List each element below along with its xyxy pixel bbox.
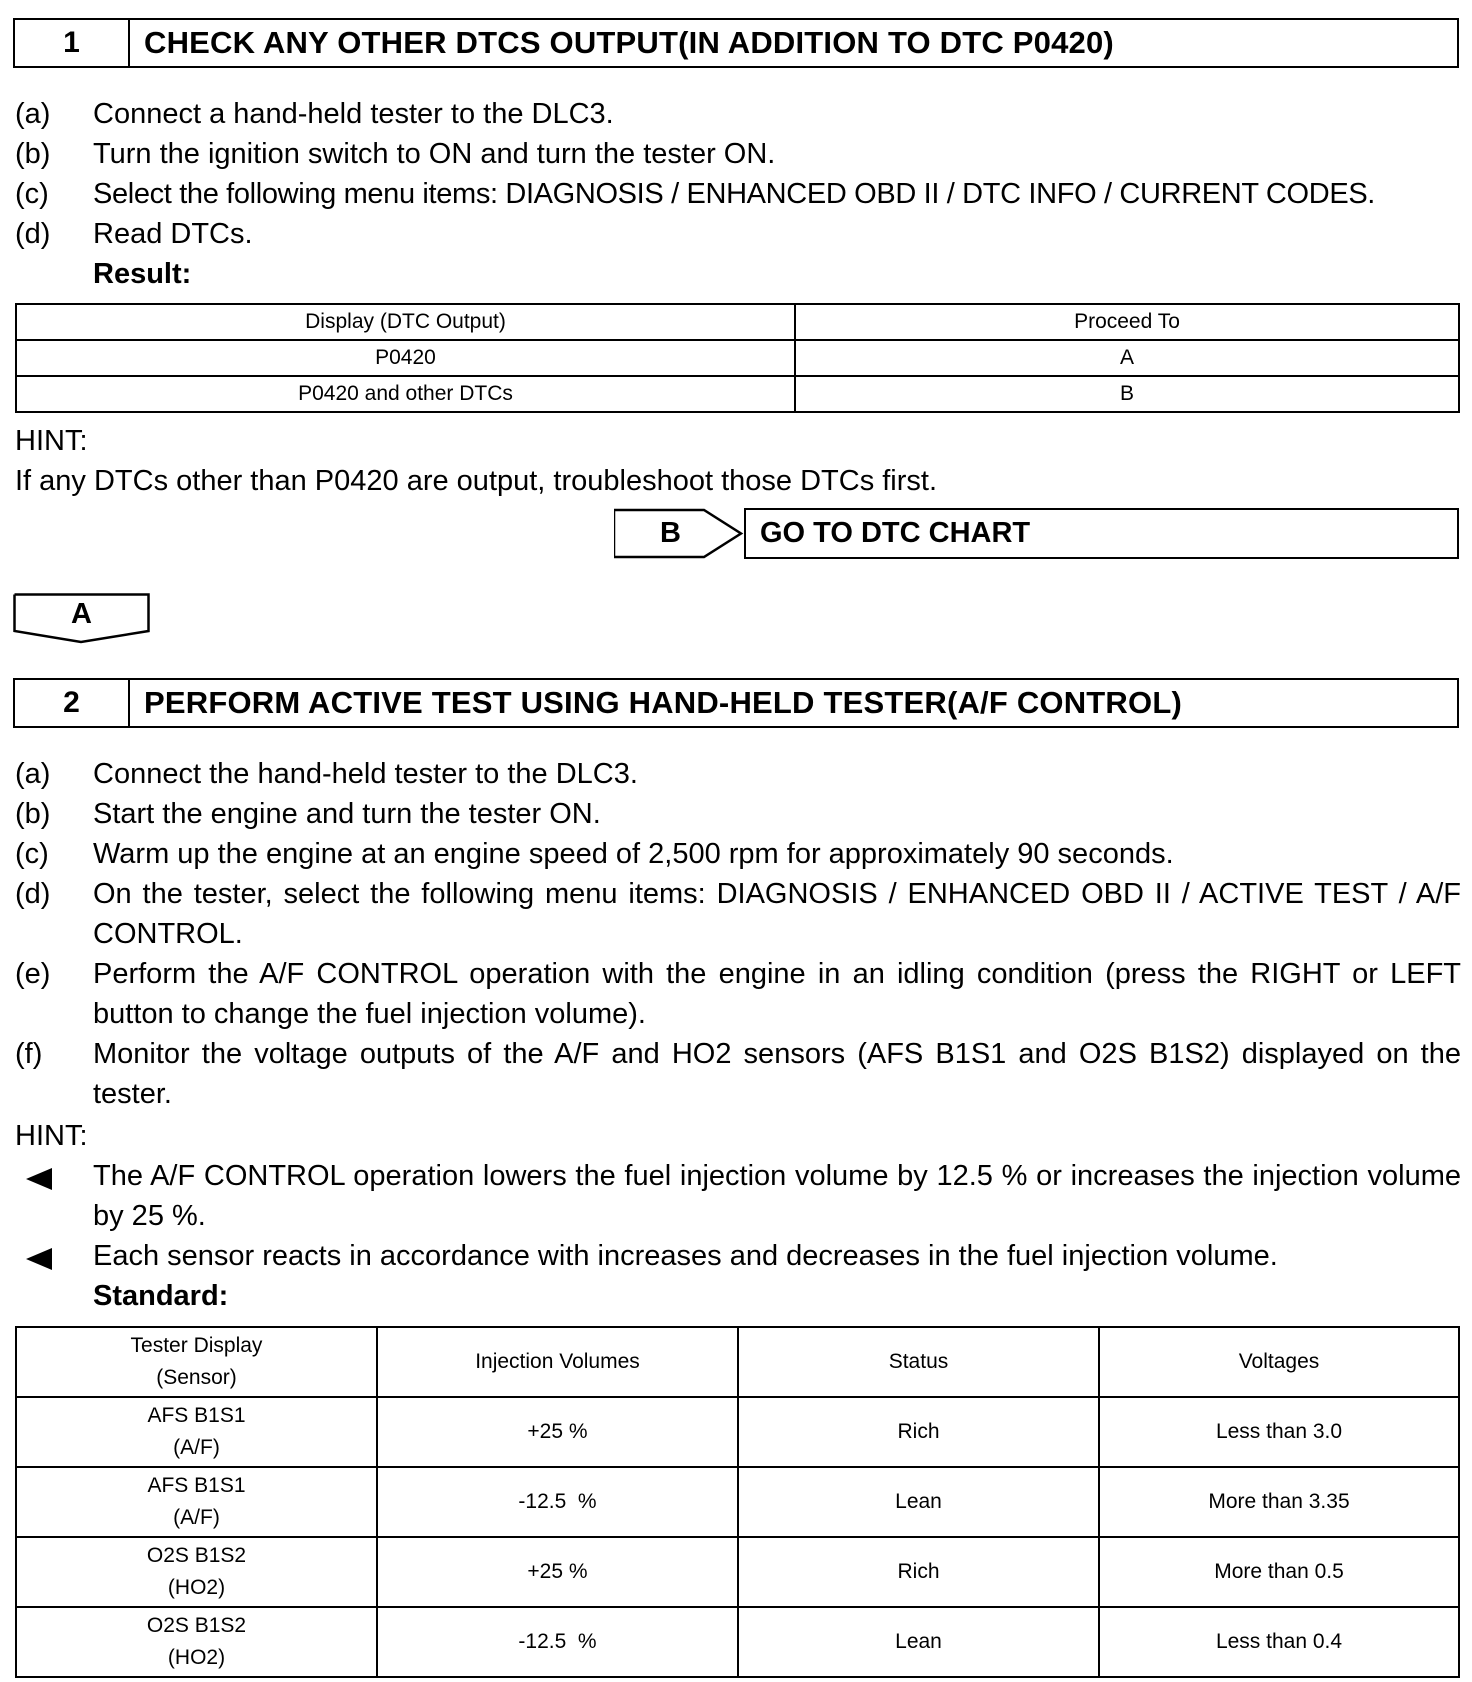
instruction-text: Monitor the voltage outputs of the A/F and HO2 sensors (AFS B1S1 and O2S B1S2) displayed on the tester. bbox=[93, 1038, 1461, 1110]
branch-b bbox=[614, 508, 1459, 559]
instruction-text: Perform the A/F CONTROL operation with the engine in an idling condition (press the RIGHT or LEFT button to change the fuel injection volume). bbox=[93, 958, 1461, 1030]
branch-a bbox=[13, 593, 150, 644]
instruction-item bbox=[15, 954, 1461, 1034]
table-cell bbox=[16, 1397, 377, 1467]
table-row bbox=[16, 376, 1459, 412]
instruction-label: (b) bbox=[15, 798, 51, 830]
hint-label: HINT: bbox=[15, 425, 88, 457]
standard-label: Standard: bbox=[93, 1280, 229, 1312]
cell-line: (A/F) bbox=[173, 1436, 220, 1459]
table-cell: -12.5 % bbox=[377, 1467, 738, 1537]
cell-line: O2S B1S2 bbox=[146, 1614, 247, 1637]
table-cell: Less than 3.0 bbox=[1099, 1397, 1459, 1467]
instruction-text: On the tester, select the following menu items: DIAGNOSIS / ENHANCED OBD II / ACTIVE TEST / A/F CONTROL. bbox=[93, 878, 1461, 950]
table-header: Injection Volumes bbox=[377, 1327, 738, 1397]
table-cell: B bbox=[795, 376, 1459, 412]
instruction-item bbox=[15, 834, 1461, 874]
step-1-header bbox=[13, 18, 1459, 68]
instruction-item bbox=[15, 874, 1461, 954]
instruction-item bbox=[15, 94, 1461, 134]
bullet-arrow-icon bbox=[15, 1236, 93, 1276]
instruction-item bbox=[15, 174, 1461, 214]
cell-line: (HO2) bbox=[167, 1646, 226, 1669]
instruction-text: Warm up the engine at an engine speed of 2,500 rpm for approximately 90 seconds. bbox=[93, 838, 1174, 870]
instruction-label: (c) bbox=[15, 178, 49, 210]
table-cell: More than 3.35 bbox=[1099, 1467, 1459, 1537]
instruction-item bbox=[15, 794, 1461, 834]
instruction-text: Connect a hand-held tester to the DLC3. bbox=[93, 98, 614, 130]
table-row bbox=[16, 1537, 1459, 1607]
instruction-item bbox=[15, 134, 1461, 174]
table-cell: P0420 and other DTCs bbox=[16, 376, 795, 412]
table-header: Display (DTC Output) bbox=[16, 304, 795, 340]
instruction-label: (e) bbox=[15, 958, 51, 990]
step-title: PERFORM ACTIVE TEST USING HAND-HELD TESTER(A/F CONTROL) bbox=[144, 685, 1182, 720]
bullet-arrow-icon bbox=[15, 1156, 93, 1236]
instruction-text: Start the engine and turn the tester ON. bbox=[93, 798, 601, 830]
table-cell bbox=[16, 1467, 377, 1537]
table-row bbox=[16, 1607, 1459, 1677]
table-cell: -12.5 % bbox=[377, 1607, 738, 1677]
instruction-label: (a) bbox=[15, 758, 51, 790]
branch-b-label: B bbox=[660, 517, 681, 549]
table-header: Voltages bbox=[1099, 1327, 1459, 1397]
instruction-text: Read DTCs. bbox=[93, 218, 253, 250]
hint-item bbox=[15, 1156, 1461, 1236]
step-2-header bbox=[13, 678, 1459, 728]
instruction-label: (a) bbox=[15, 98, 51, 130]
instruction-label: (d) bbox=[15, 878, 51, 910]
step-2-instructions bbox=[15, 754, 1461, 1114]
hint-text: If any DTCs other than P0420 are output, troubleshoot those DTCs first. bbox=[15, 465, 938, 497]
result-table bbox=[15, 303, 1460, 413]
hint-item bbox=[15, 1236, 1461, 1276]
table-row bbox=[16, 1467, 1459, 1537]
hint-text: Each sensor reacts in accordance with increases and decreases in the fuel injection volume. bbox=[93, 1240, 1278, 1272]
instruction-item bbox=[15, 754, 1461, 794]
step-1-instructions bbox=[15, 94, 1461, 254]
instruction-label: (f) bbox=[15, 1038, 43, 1070]
instruction-label: (b) bbox=[15, 138, 51, 170]
instruction-text: Connect the hand-held tester to the DLC3. bbox=[93, 758, 638, 790]
table-cell: A bbox=[795, 340, 1459, 376]
hint-label: HINT: bbox=[15, 1120, 88, 1152]
table-header: Proceed To bbox=[795, 304, 1459, 340]
table-header-row bbox=[16, 1327, 1459, 1397]
table-cell: Lean bbox=[738, 1607, 1099, 1677]
instruction-text: Turn the ignition switch to ON and turn the tester ON. bbox=[93, 138, 776, 170]
table-row bbox=[16, 340, 1459, 376]
header-line: Tester Display bbox=[130, 1334, 263, 1357]
header-line: (Sensor) bbox=[156, 1366, 237, 1389]
instruction-label: (d) bbox=[15, 218, 51, 250]
standard-table bbox=[15, 1326, 1460, 1678]
table-header bbox=[16, 1327, 377, 1397]
table-cell: P0420 bbox=[16, 340, 795, 376]
instruction-item bbox=[15, 1034, 1461, 1114]
cell-line: (A/F) bbox=[173, 1506, 220, 1529]
table-cell: +25 % bbox=[377, 1397, 738, 1467]
table-row bbox=[16, 1397, 1459, 1467]
cell-line: (HO2) bbox=[167, 1576, 226, 1599]
result-label: Result: bbox=[93, 258, 192, 290]
instruction-label: (c) bbox=[15, 838, 49, 870]
step-number: 2 bbox=[15, 680, 130, 726]
table-header-row bbox=[16, 304, 1459, 340]
hint-list bbox=[15, 1156, 1461, 1276]
instruction-text: Select the following menu items: DIAGNOSIS / ENHANCED OBD II / DTC INFO / CURRENT CODES. bbox=[93, 178, 1376, 210]
cell-line: AFS B1S1 bbox=[147, 1474, 246, 1497]
table-cell: Lean bbox=[738, 1467, 1099, 1537]
branch-b-destination: GO TO DTC CHART bbox=[744, 508, 1459, 559]
table-cell bbox=[16, 1607, 377, 1677]
step-number: 1 bbox=[15, 20, 130, 66]
table-cell bbox=[16, 1537, 377, 1607]
instruction-item bbox=[15, 214, 1461, 254]
table-cell: More than 0.5 bbox=[1099, 1537, 1459, 1607]
table-cell: Rich bbox=[738, 1537, 1099, 1607]
table-cell: Rich bbox=[738, 1397, 1099, 1467]
table-cell: Less than 0.4 bbox=[1099, 1607, 1459, 1677]
hint-text: The A/F CONTROL operation lowers the fuel injection volume by 12.5 % or increases the injection volume by 25 %. bbox=[93, 1160, 1461, 1232]
cell-line: AFS B1S1 bbox=[147, 1404, 246, 1427]
branch-a-label: A bbox=[71, 598, 92, 630]
table-cell: +25 % bbox=[377, 1537, 738, 1607]
step-title: CHECK ANY OTHER DTCS OUTPUT(IN ADDITION TO DTC P0420) bbox=[144, 25, 1114, 60]
cell-line: O2S B1S2 bbox=[146, 1544, 247, 1567]
table-header: Status bbox=[738, 1327, 1099, 1397]
